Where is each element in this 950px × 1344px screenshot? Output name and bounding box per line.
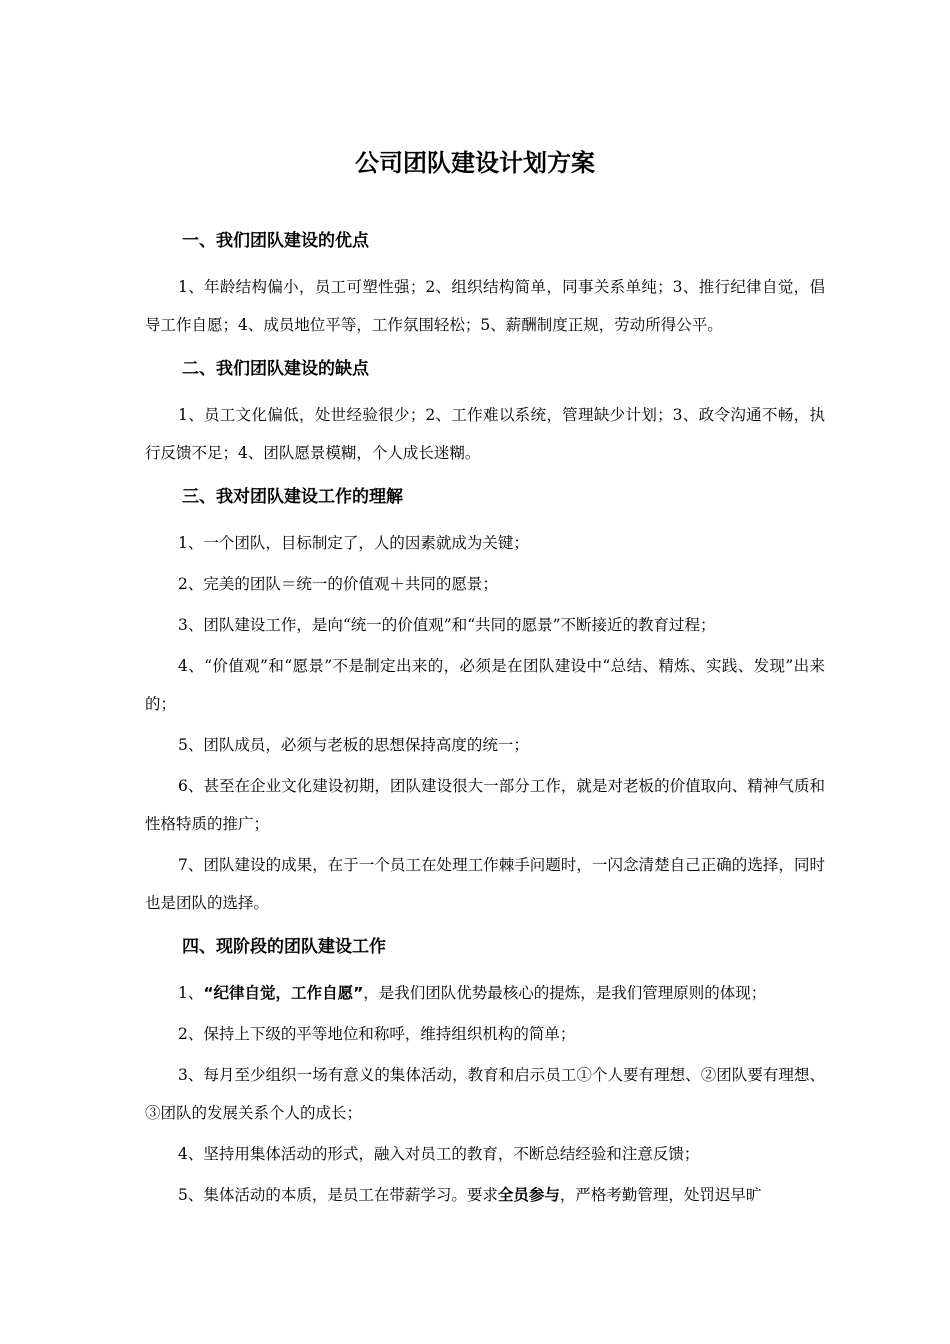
paragraph: 1、一个团队，目标制定了，人的因素就成为关键； [178, 534, 529, 552]
paragraph: 6、甚至在企业文化建设初期，团队建设很大一部分工作，就是对老板的价值取向、精神气质和性格特质的推广； [145, 777, 825, 833]
bold-phrase: 全员参与 [497, 1186, 560, 1204]
paragraph: 3、每月至少组织一场有意义的集体活动，教育和启示员工①个人要有理想、②团队要有理想、③团队的发展关系个人的成长； [145, 1066, 825, 1122]
paragraph-prefix: 1、 [178, 984, 204, 1002]
paragraph: 2、保持上下级的平等地位和称呼，维持组织机构的简单； [178, 1025, 576, 1043]
paragraph-text: ，是我们团队优势最核心的提炼，是我们管理原则的体现； [363, 984, 767, 1002]
paragraph: 4、“价值观”和“愿景”不是制定出来的，必须是在团队建设中“总结、精炼、实践、发现”出来的； [145, 657, 825, 713]
paragraph: 1、年龄结构偏小，员工可塑性强；2、组织结构简单，同事关系单纯；3、推行纪律自觉，倡导工作自愿；4、成员地位平等，工作氛围轻松；5、薪酬制度正规，劳动所得公平。 [145, 278, 825, 334]
paragraph: 3、团队建设工作，是向“统一的价值观”和“共同的愿景”不断接近的教育过程； [178, 616, 716, 634]
paragraph: 1、员工文化偏低，处世经验很少；2、工作难以系统，管理缺少计划；3、政令沟通不畅，执行反馈不足；4、团队愿景模糊，个人成长迷糊。 [145, 406, 825, 462]
paragraph: 2、完美的团队＝统一的价值观＋共同的愿景； [178, 575, 498, 593]
section-heading-current-work: 四、现阶段的团队建设工作 [182, 937, 386, 957]
paragraph: 4、坚持用集体活动的形式，融入对员工的教育，不断总结经验和注意反馈； [178, 1145, 700, 1163]
document-title: 公司团队建设计划方案 [355, 149, 595, 177]
section-heading-weaknesses: 二、我们团队建设的缺点 [182, 359, 369, 379]
paragraph: 5、团队成员，必须与老板的思想保持高度的统一； [178, 736, 529, 754]
bold-phrase: “纪律自觉，工作自愿” [203, 984, 364, 1002]
section-heading-understanding: 三、我对团队建设工作的理解 [182, 487, 403, 507]
paragraph: 7、团队建设的成果，在于一个员工在处理工作棘手问题时，一闪念清楚自己正确的选择，同时也是团队的选择。 [145, 856, 825, 912]
paragraph [145, 1176, 825, 1214]
document-body [145, 226, 825, 1217]
paragraph [145, 974, 825, 1012]
section-heading-strengths: 一、我们团队建设的优点 [182, 231, 369, 251]
paragraph-text: ，严格考勤管理，处罚迟早旷 [559, 1186, 762, 1204]
paragraph-prefix: 5、集体活动的本质，是员工在带薪学习。要求 [178, 1186, 498, 1204]
